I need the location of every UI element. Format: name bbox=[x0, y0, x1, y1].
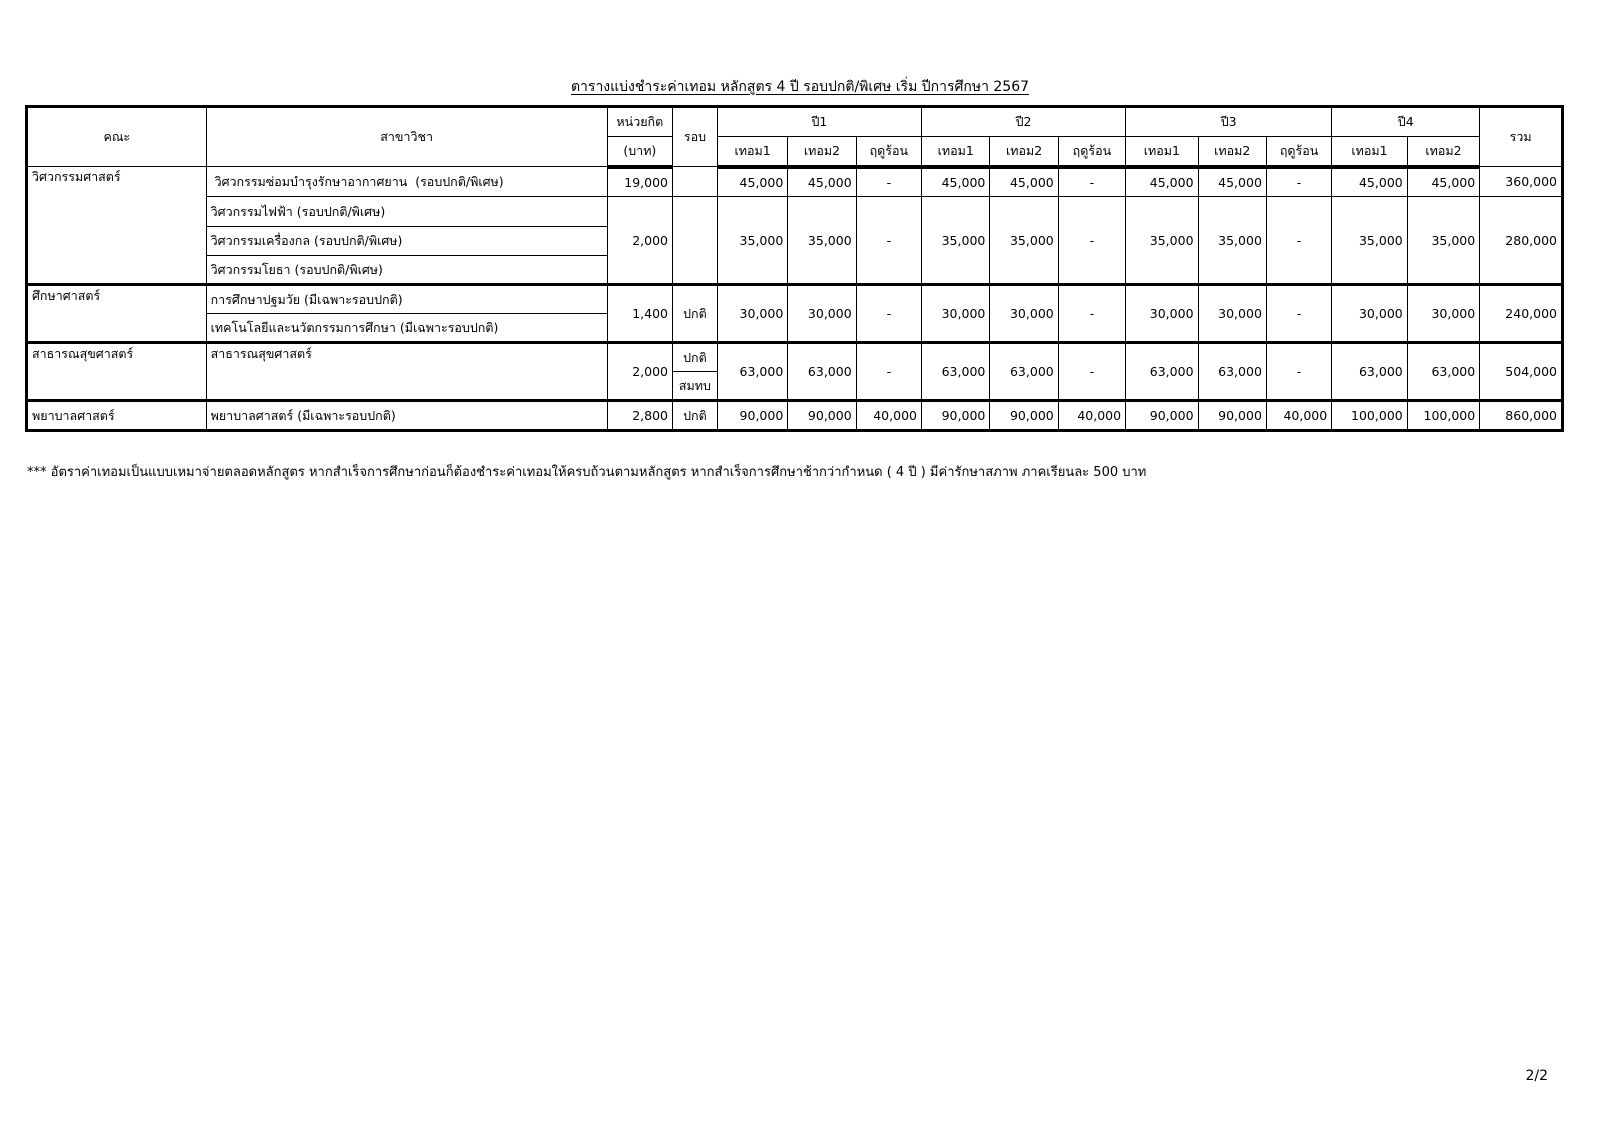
fee-cell: 100,000 bbox=[1407, 401, 1479, 431]
fee-cell: 90,000 bbox=[717, 401, 787, 431]
fee-cell: 90,000 bbox=[1198, 401, 1266, 431]
fee-cell: - bbox=[856, 285, 921, 343]
fee-cell: 63,000 bbox=[1198, 343, 1266, 401]
fee-cell: - bbox=[856, 167, 921, 197]
credit-cell: 2,800 bbox=[607, 401, 672, 431]
total-cell: 860,000 bbox=[1480, 401, 1563, 431]
fee-cell: 40,000 bbox=[856, 401, 921, 431]
fee-cell: 63,000 bbox=[1407, 343, 1479, 401]
header-y4-term2: เทอม2 bbox=[1407, 137, 1479, 167]
program-cell: เทคโนโลยีและนวัตกรรมการศึกษา (มีเฉพาะรอบปกติ) bbox=[206, 314, 607, 343]
fee-cell: - bbox=[1266, 285, 1331, 343]
header-y2-term1: เทอม1 bbox=[921, 137, 989, 167]
fee-cell: - bbox=[1266, 343, 1331, 401]
fee-cell: 35,000 bbox=[1407, 197, 1479, 285]
fee-cell: 35,000 bbox=[1198, 197, 1266, 285]
header-year2: ปี2 bbox=[921, 107, 1125, 137]
fee-cell: 30,000 bbox=[921, 285, 989, 343]
header-program: สาขาวิชา bbox=[206, 107, 607, 167]
credit-cell: 2,000 bbox=[607, 343, 672, 401]
faculty-nursing: พยาบาลศาสตร์ bbox=[27, 401, 207, 431]
fee-cell: 45,000 bbox=[717, 167, 787, 197]
header-y1-term2: เทอม2 bbox=[788, 137, 856, 167]
fee-cell: - bbox=[1058, 343, 1125, 401]
round-cell: ปกติ bbox=[673, 401, 718, 431]
fee-cell: 63,000 bbox=[1126, 343, 1198, 401]
credit-cell: 2,000 bbox=[607, 197, 672, 285]
fee-cell: 30,000 bbox=[1126, 285, 1198, 343]
fee-cell: 45,000 bbox=[1332, 167, 1408, 197]
fee-cell: 90,000 bbox=[1126, 401, 1198, 431]
header-total: รวม bbox=[1480, 107, 1563, 167]
header-credit-unit: (บาท) bbox=[607, 137, 672, 167]
fee-cell: - bbox=[1266, 197, 1331, 285]
fee-cell: 30,000 bbox=[1332, 285, 1408, 343]
fee-cell: 63,000 bbox=[990, 343, 1058, 401]
fee-cell: 30,000 bbox=[717, 285, 787, 343]
fee-cell: - bbox=[1266, 167, 1331, 197]
header-y2-summer: ฤดูร้อน bbox=[1058, 137, 1125, 167]
fee-cell: 35,000 bbox=[990, 197, 1058, 285]
round-cell: สมทบ bbox=[673, 372, 718, 401]
fee-cell: 35,000 bbox=[788, 197, 856, 285]
fee-cell: 35,000 bbox=[1332, 197, 1408, 285]
fee-cell: - bbox=[1058, 197, 1125, 285]
fee-cell: 30,000 bbox=[1407, 285, 1479, 343]
program-cell: วิศวกรรมโยธา (รอบปกติ/พิเศษ) bbox=[206, 256, 607, 285]
fee-cell: 63,000 bbox=[717, 343, 787, 401]
round-cell: ปกติ bbox=[673, 285, 718, 343]
page-number: 2/2 bbox=[1525, 1068, 1548, 1084]
table-row bbox=[27, 343, 1563, 372]
header-year4: ปี4 bbox=[1332, 107, 1480, 137]
header-y3-term2: เทอม2 bbox=[1198, 137, 1266, 167]
credit-cell: 1,400 bbox=[607, 285, 672, 343]
fee-cell: 45,000 bbox=[788, 167, 856, 197]
table-row bbox=[27, 285, 1563, 314]
table-row bbox=[27, 401, 1563, 431]
fee-cell: - bbox=[856, 343, 921, 401]
program-cell: พยาบาลศาสตร์ (มีเฉพาะรอบปกติ) bbox=[206, 401, 607, 431]
fee-cell: 90,000 bbox=[788, 401, 856, 431]
fee-cell: 30,000 bbox=[788, 285, 856, 343]
header-row-1 bbox=[27, 107, 1563, 137]
faculty-public-health: สาธารณสุขศาสตร์ bbox=[27, 343, 207, 401]
program-cell: วิศวกรรมไฟฟ้า (รอบปกติ/พิเศษ) bbox=[206, 197, 607, 227]
fee-cell: 35,000 bbox=[717, 197, 787, 285]
faculty-education: ศึกษาศาสตร์ bbox=[27, 285, 207, 343]
round-cell bbox=[673, 167, 718, 197]
fee-cell: 45,000 bbox=[990, 167, 1058, 197]
fee-cell: 45,000 bbox=[1126, 167, 1198, 197]
fee-cell: 30,000 bbox=[990, 285, 1058, 343]
program-cell: สาธารณสุขศาสตร์ bbox=[206, 343, 607, 401]
fee-cell: - bbox=[1058, 285, 1125, 343]
header-y4-term1: เทอม1 bbox=[1332, 137, 1408, 167]
fee-cell: 90,000 bbox=[990, 401, 1058, 431]
fee-cell: 45,000 bbox=[921, 167, 989, 197]
fee-cell: 100,000 bbox=[1332, 401, 1408, 431]
fee-cell: 45,000 bbox=[1407, 167, 1479, 197]
total-cell: 504,000 bbox=[1480, 343, 1563, 401]
fee-cell: - bbox=[856, 197, 921, 285]
fee-cell: 45,000 bbox=[1198, 167, 1266, 197]
header-round: รอบ bbox=[673, 107, 718, 167]
fee-cell: 35,000 bbox=[1126, 197, 1198, 285]
fee-cell: 35,000 bbox=[921, 197, 989, 285]
fee-cell: 63,000 bbox=[1332, 343, 1408, 401]
header-y3-summer: ฤดูร้อน bbox=[1266, 137, 1331, 167]
header-y2-term2: เทอม2 bbox=[990, 137, 1058, 167]
total-cell: 360,000 bbox=[1480, 167, 1563, 197]
page-title: ตารางแบ่งชำระค่าเทอม หลักสูตร 4 ปี รอบปกติ/พิเศษ เริ่ม ปีการศึกษา 2567 bbox=[570, 79, 1030, 95]
program-cell: วิศวกรรมเครื่องกล (รอบปกติ/พิเศษ) bbox=[206, 227, 607, 256]
fee-cell: 63,000 bbox=[921, 343, 989, 401]
fee-cell: 40,000 bbox=[1058, 401, 1125, 431]
total-cell: 280,000 bbox=[1480, 197, 1563, 285]
table-row bbox=[27, 167, 1563, 197]
round-cell bbox=[673, 197, 718, 285]
header-year1: ปี1 bbox=[717, 107, 921, 137]
credit-cell: 19,000 bbox=[607, 167, 672, 197]
fee-cell: 63,000 bbox=[788, 343, 856, 401]
total-cell: 240,000 bbox=[1480, 285, 1563, 343]
faculty-engineering: วิศวกรรมศาสตร์ bbox=[27, 167, 207, 285]
fee-cell: - bbox=[1058, 167, 1125, 197]
header-credit: หน่วยกิต bbox=[607, 107, 672, 137]
tuition-table bbox=[25, 105, 1564, 432]
table-row bbox=[27, 197, 1563, 227]
header-faculty: คณะ bbox=[27, 107, 207, 167]
header-year3: ปี3 bbox=[1126, 107, 1332, 137]
program-cell: การศึกษาปฐมวัย (มีเฉพาะรอบปกติ) bbox=[206, 285, 607, 314]
fee-cell: 30,000 bbox=[1198, 285, 1266, 343]
program-cell: วิศวกรรมซ่อมบำรุงรักษาอากาศยาน (รอบปกติ/พิเศษ) bbox=[206, 167, 607, 197]
fee-cell: 40,000 bbox=[1266, 401, 1331, 431]
header-y1-term1: เทอม1 bbox=[717, 137, 787, 167]
fee-cell: 90,000 bbox=[921, 401, 989, 431]
footnote: *** อัตราค่าเทอมเป็นแบบเหมาจ่ายตลอดหลักสูตร หากสำเร็จการศึกษาก่อนก็ต้องชำระค่าเทอมให้ครบถ้วนตามหลักสูตร หากสำเร็จการศึกษาช้ากว่ากำหนด ( 4 ปี ) มีค่ารักษาสภาพ ภาคเรียนละ 500 บาท bbox=[27, 465, 1147, 480]
round-cell: ปกติ bbox=[673, 343, 718, 372]
header-y3-term1: เทอม1 bbox=[1126, 137, 1198, 167]
header-y1-summer: ฤดูร้อน bbox=[856, 137, 921, 167]
